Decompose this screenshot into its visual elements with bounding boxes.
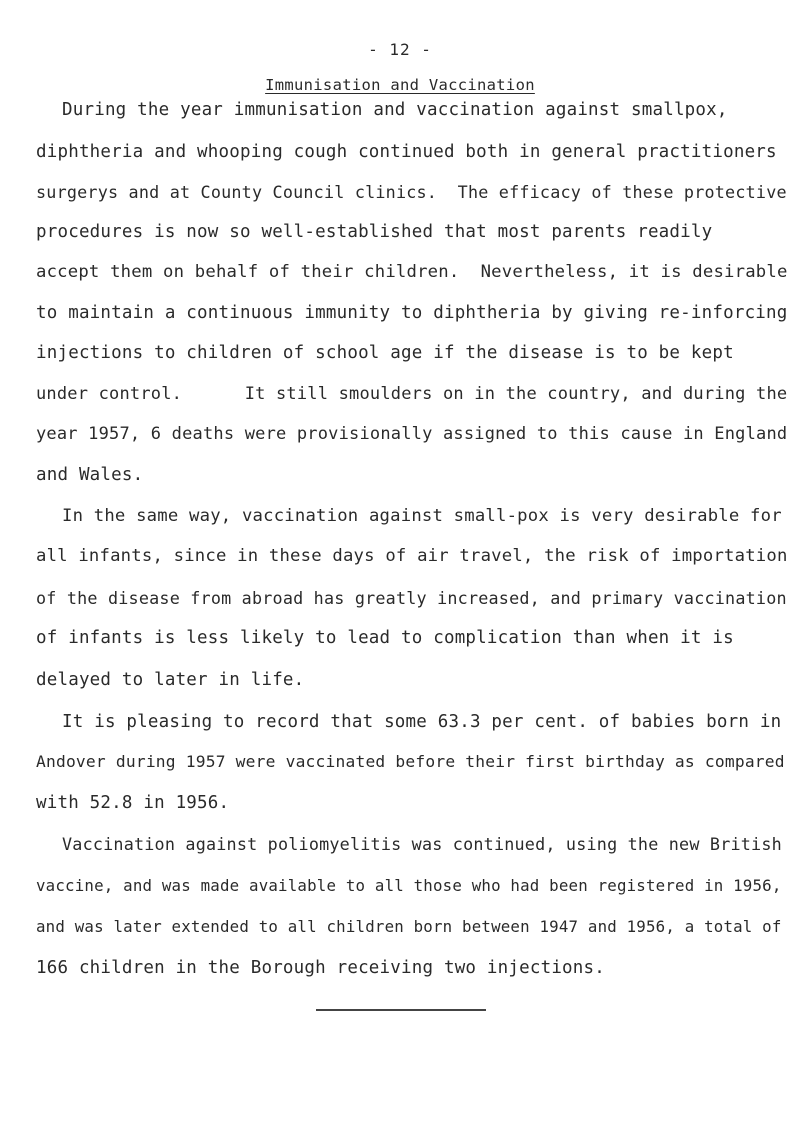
page-number: - 12 -: [368, 40, 432, 59]
paragraph-4-line: 166 children in the Borough receiving two injections.: [36, 958, 606, 978]
paragraph-3-line: with 52.8 in 1956.: [36, 793, 230, 813]
paragraph-2-line: of the disease from abroad has greatly increased, and primary vaccination: [36, 588, 787, 608]
paragraph-4-line: vaccine, and was made available to all those who had been registered in 1956,: [36, 876, 782, 895]
paragraph-1-line: injections to children of school age if the disease is to be kept: [36, 343, 734, 363]
paragraph-2-line: of infants is less likely to lead to complication than when it is: [36, 628, 734, 648]
paragraph-2-line: In the same way, vaccination against small-pox is very desirable for: [62, 506, 782, 526]
paragraph-1-line: During the year immunisation and vaccination against smallpox,: [62, 100, 728, 120]
paragraph-1-line: diphtheria and whooping cough continued both in general practitioners: [36, 142, 777, 162]
paragraph-1-line: under control. It still smoulders on in the country, and during the: [36, 384, 788, 404]
paragraph-2-line: delayed to later in life.: [36, 670, 305, 690]
paragraph-1-line: and Wales.: [36, 465, 144, 485]
paragraph-1-line: year 1957, 6 deaths were provisionally assigned to this cause in England: [36, 424, 788, 444]
paragraph-3-line: It is pleasing to record that some 63.3 per cent. of babies born in: [62, 712, 782, 732]
paragraph-1-line: to maintain a continuous immunity to diphtheria by giving re-inforcing: [36, 303, 788, 323]
paragraph-2-line: all infants, since in these days of air travel, the risk of importation: [36, 546, 788, 566]
paragraph-4-line: Vaccination against poliomyelitis was continued, using the new British: [62, 834, 782, 854]
paragraph-1-line: accept them on behalf of their children. Nevertheless, it is desirable: [36, 262, 788, 282]
paragraph-4-line: and was later extended to all children born between 1947 and 1956, a total of: [36, 917, 782, 936]
paragraph-1-line: procedures is now so well-established that most parents readily: [36, 222, 713, 242]
end-divider: [316, 1009, 486, 1011]
paragraph-3-line: Andover during 1957 were vaccinated before their first birthday as compared: [36, 752, 785, 771]
paragraph-1-line: surgerys and at County Council clinics. The efficacy of these protective: [36, 182, 787, 202]
section-heading: Immunisation and Vaccination: [265, 76, 535, 94]
